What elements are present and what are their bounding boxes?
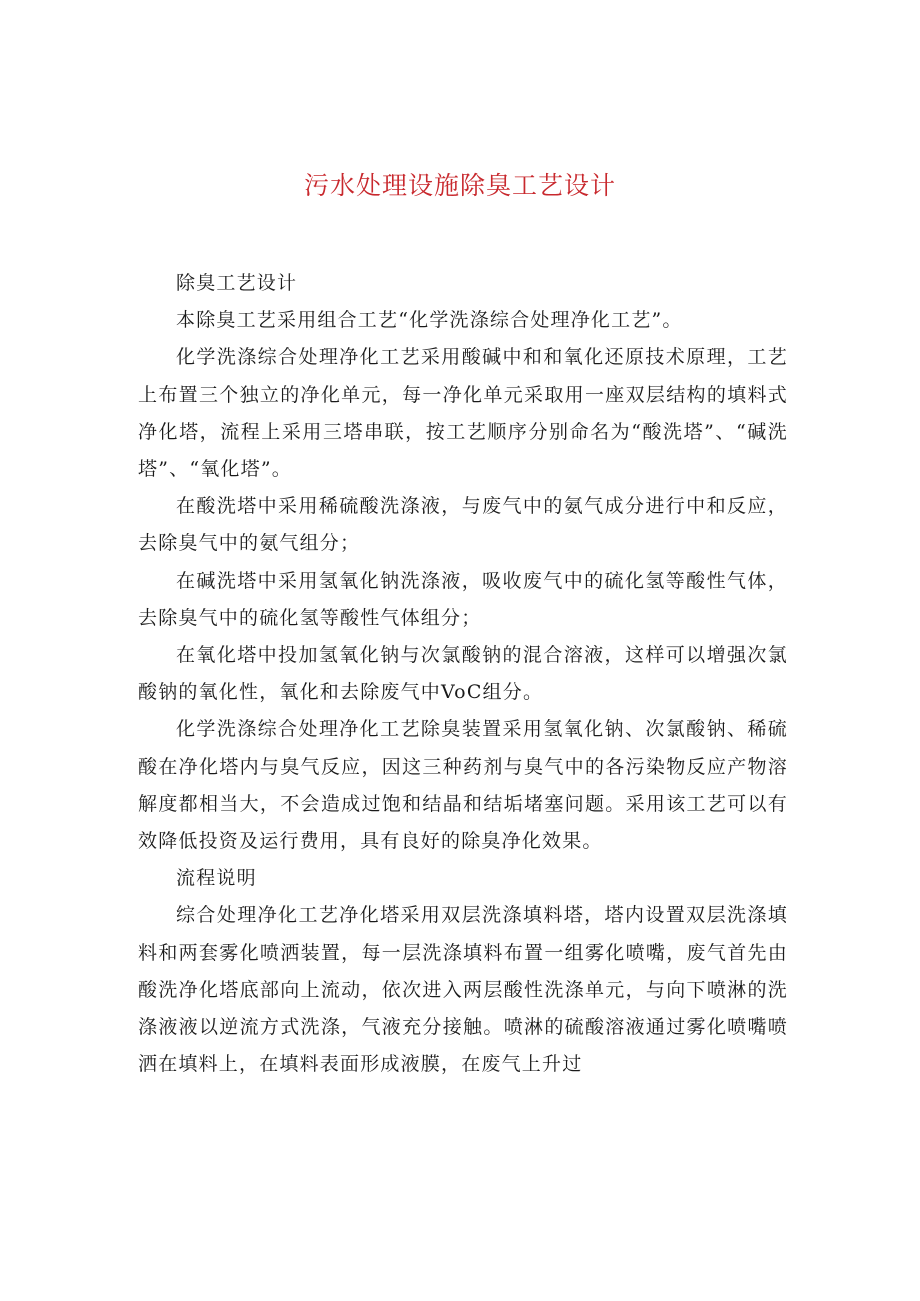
paragraph: 综合处理净化工艺净化塔采用双层洗涤填料塔，塔内设置双层洗涤填料和两套雾化喷洒装置，每一层洗涤填料布置一组雾化喷嘴，废气首先由酸洗净化塔底部向上流动，依次进入两层酸性洗涤单元，与向下喷淋的洗涤液液以逆流方式洗涤，气液充分接触。喷淋的硫酸溶液通过雾化喷嘴喷洒在填料上，在填料表面形成液膜，在废气上升过 bbox=[138, 904, 788, 1076]
document-title: 污水处理设施除臭工艺设计 bbox=[303, 171, 616, 200]
document-body bbox=[138, 265, 788, 1083]
paragraph: 在碱洗塔中采用氢氧化钠洗涤液，吸收废气中的硫化氢等酸性气体，去除臭气中的硫化氢等酸性气体组分； bbox=[138, 569, 788, 629]
paragraph: 化学洗涤综合处理净化工艺采用酸碱中和和氧化还原技术原理，工艺上布置三个独立的净化单元，每一净化单元采取用一座双层结构的填料式净化塔，流程上采用三塔串联，按工艺顺序分别命名为“酸洗塔”、“碱洗塔”、“氧化塔”。 bbox=[138, 346, 788, 481]
section-heading-deodorization-design: 除臭工艺设计 bbox=[176, 272, 298, 294]
paragraph: 在氧化塔中投加氢氧化钠与次氯酸钠的混合溶液，这样可以增强次氯酸钠的氧化性，氧化和去除废气中VoC组分。 bbox=[138, 644, 788, 704]
paragraph: 在酸洗塔中采用稀硫酸洗涤液，与废气中的氨气成分进行中和反应，去除臭气中的氨气组分； bbox=[138, 495, 788, 555]
section-heading-process-description: 流程说明 bbox=[176, 867, 257, 890]
paragraph: 本除臭工艺采用组合工艺“化学洗涤综合处理净化工艺”。 bbox=[176, 309, 683, 332]
paragraph: 化学洗涤综合处理净化工艺除臭装置采用氢氧化钠、次氯酸钠、稀硫酸在净化塔内与臭气反应，因这三种药剂与臭气中的各污染物反应产物溶解度都相当大，不会造成过饱和结晶和结垢堵塞问题。采用该工艺可以有效降低投资及运行费用，具有良好的除臭净化效果。 bbox=[138, 718, 788, 853]
